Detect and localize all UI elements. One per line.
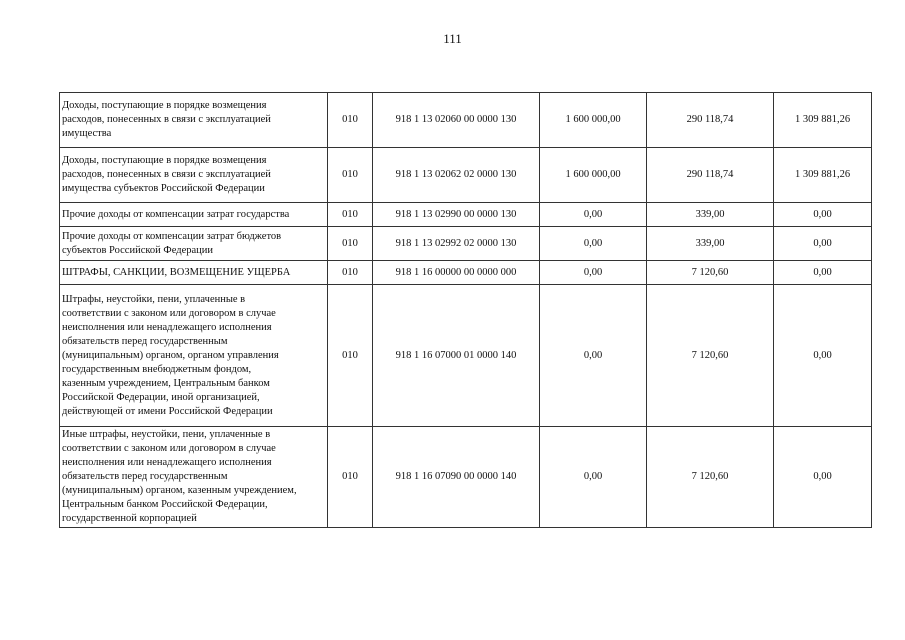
approved-amount-cell: 0,00 <box>540 285 647 427</box>
row-name-cell <box>60 93 328 148</box>
kbk-cell: 918 1 16 00000 00 0000 000 <box>373 261 540 285</box>
row-name-cell <box>60 261 328 285</box>
row-name-line: государственным внебюджетным фондом, <box>62 363 252 375</box>
executed-amount-cell: 7 120,60 <box>647 285 774 427</box>
row-name-line: неисполнения или ненадлежащего исполнения <box>62 321 272 333</box>
unexecuted-amount-cell: 1 309 881,26 <box>774 93 872 148</box>
row-name-line: ШТРАФЫ, САНКЦИИ, ВОЗМЕЩЕНИЕ УЩЕРБА <box>62 266 291 278</box>
row-name-line: государственной корпорацией <box>62 513 197 524</box>
row-name-line: соответствии с законом или договором в случае <box>62 307 276 319</box>
table-row <box>60 261 872 285</box>
executed-amount-cell: 339,00 <box>647 203 774 227</box>
table-row <box>60 203 872 227</box>
row-name-line: неисполнения или ненадлежащего исполнения <box>62 457 272 468</box>
row-name-cell <box>60 427 328 528</box>
row-name-line: имущества субъектов Российской Федерации <box>62 183 265 194</box>
approved-amount-cell: 1 600 000,00 <box>540 148 647 203</box>
unexecuted-amount-cell: 1 309 881,26 <box>774 148 872 203</box>
kbk-cell: 918 1 16 07000 01 0000 140 <box>373 285 540 427</box>
unexecuted-amount-cell: 0,00 <box>774 285 872 427</box>
row-name-line: имущества <box>62 128 112 139</box>
executed-amount-cell: 290 118,74 <box>647 93 774 148</box>
approved-amount-cell: 0,00 <box>540 427 647 528</box>
approved-amount-cell: 1 600 000,00 <box>540 93 647 148</box>
line-code-cell: 010 <box>328 203 373 227</box>
row-name-line: обязательств перед государственным <box>62 471 228 482</box>
executed-amount-cell: 7 120,60 <box>647 427 774 528</box>
row-name-line: обязательств перед государственным <box>62 335 228 347</box>
row-name-line: действующей от имени Российской Федерации <box>62 405 273 417</box>
unexecuted-amount-cell: 0,00 <box>774 203 872 227</box>
row-name-line: Прочие доходы от компенсации затрат государства <box>62 208 290 220</box>
table-row <box>60 427 872 528</box>
kbk-cell: 918 1 13 02992 02 0000 130 <box>373 227 540 261</box>
row-name-cell <box>60 285 328 427</box>
line-code-cell: 010 <box>328 261 373 285</box>
row-name-line: (муниципальным) органом, органом управления <box>62 349 279 361</box>
kbk-cell: 918 1 16 07090 00 0000 140 <box>373 427 540 528</box>
row-name-line: соответствии с законом или договором в случае <box>62 443 276 454</box>
row-name-line: Доходы, поступающие в порядке возмещения <box>62 155 267 166</box>
kbk-cell: 918 1 13 02990 00 0000 130 <box>373 203 540 227</box>
kbk-cell: 918 1 13 02062 02 0000 130 <box>373 148 540 203</box>
executed-amount-cell: 7 120,60 <box>647 261 774 285</box>
row-name-line: расходов, понесенных в связи с эксплуатацией <box>62 169 271 180</box>
table-row <box>60 227 872 261</box>
row-name-line: Штрафы, неустойки, пени, уплаченные в <box>62 293 246 305</box>
unexecuted-amount-cell: 0,00 <box>774 427 872 528</box>
table-row <box>60 93 872 148</box>
line-code-cell: 010 <box>328 148 373 203</box>
revenue-table <box>59 92 872 528</box>
table-body <box>60 93 872 528</box>
row-name-cell <box>60 148 328 203</box>
approved-amount-cell: 0,00 <box>540 261 647 285</box>
row-name-line: Российской Федерации, иной организацией, <box>62 391 260 403</box>
row-name-line: субъектов Российской Федерации <box>62 244 214 256</box>
line-code-cell: 010 <box>328 227 373 261</box>
table-row <box>60 285 872 427</box>
row-name-cell <box>60 227 328 261</box>
row-name-line: Иные штрафы, неустойки, пени, уплаченные в <box>62 429 271 440</box>
unexecuted-amount-cell: 0,00 <box>774 261 872 285</box>
row-name-line: Доходы, поступающие в порядке возмещения <box>62 100 267 111</box>
unexecuted-amount-cell: 0,00 <box>774 227 872 261</box>
executed-amount-cell: 290 118,74 <box>647 148 774 203</box>
line-code-cell: 010 <box>328 285 373 427</box>
executed-amount-cell: 339,00 <box>647 227 774 261</box>
row-name-line: Центральным банком Российской Федерации, <box>62 499 268 510</box>
table-row <box>60 148 872 203</box>
row-name-line: казенным учреждением, Центральным банком <box>62 377 270 389</box>
kbk-cell: 918 1 13 02060 00 0000 130 <box>373 93 540 148</box>
row-name-line: (муниципальным) органом, казенным учреждением, <box>62 485 297 496</box>
approved-amount-cell: 0,00 <box>540 203 647 227</box>
line-code-cell: 010 <box>328 93 373 148</box>
row-name-cell <box>60 203 328 227</box>
row-name-line: Прочие доходы от компенсации затрат бюджетов <box>62 230 282 242</box>
row-name-line: расходов, понесенных в связи с эксплуатацией <box>62 114 271 125</box>
line-code-cell: 010 <box>328 427 373 528</box>
page-number: 111 <box>443 31 462 46</box>
approved-amount-cell: 0,00 <box>540 227 647 261</box>
